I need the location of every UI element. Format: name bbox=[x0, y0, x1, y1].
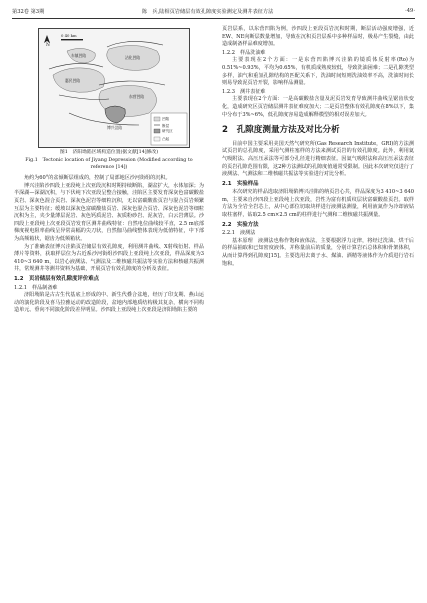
right-paragraph-1: 页岩层系，以东营凹陷为例，沙四段上亚段页岩沉积时期，断层活动强度增强，近EW、NE向断层数量增加，导致在沉积页岩层系中多种样品时，极易产生裂缝，由此造成制备样品难度增加。 bbox=[222, 26, 414, 48]
legend-depression: 凹陷 bbox=[162, 117, 170, 121]
section-1-2-heading: 1.2 页岩储层有效孔隙度评价难点 bbox=[14, 275, 100, 282]
boxing-label: 博兴洼陷 bbox=[107, 125, 123, 130]
running-title: 陈 兵,陆相页岩储层有效孔隙度实验测定及测井表征方法 bbox=[142, 9, 274, 15]
page-number: ·49· bbox=[405, 8, 415, 14]
huimin-label: 惠民凹陷 bbox=[65, 78, 81, 83]
figure-caption-en: Fig.1 Tectonic location of Jiyang Depression (Modified according to reference [14]) bbox=[25, 158, 193, 170]
right-paragraph-5: 本次研究的样品选取济阳坳陷博兴洼陷的纳页岩心共，样品深度为3 410~3 640 m，主要来自沙四段上亚段纯上次亚段，岩性为富有机质纹层状富碳酸盐页岩。取样方法为全岩全岩芯上，从中心部位切取块样进行液测法测量，利用液氮作为冷却液钻取柱塞样，钻取2.5 cm×2.5 cm的柱样进行气测和二维核磁共振测量。 bbox=[222, 189, 414, 219]
left-paragraph-2: 博兴洼陷沙四段上亚段纯上次亚段沉积时期持续断陷，湖盆扩大，水体加深；为半深湖—深湖沉积，与下伏纯下次亚段呈整合接触，洼陷区主要发育深灰色富碳酸盐页岩、深灰色混合页岩、深灰色泥岩等细粒沉积，无以富碳酸盐页岩与混合页岩频繁互层为主要特征；缓坡以深灰色富碳酸盐页岩、深灰色混合页岩、深灰色泥岩等细粒沉积为主，夹少量薄层泥岩、灰色钙质泥岩、灰质粉砂岩、泥灰岩，白云岩薄层。沙四段上亚段纯上次亚段页岩发育区测井曲线特征：自然电位曲线较平直，2.5 m底部梯度视电阻率曲线呈异常高幅的尖刀状，自然伽马曲线整体表现为低值特征，中下部为高频箱状，锯齿为低频箱状。 bbox=[14, 182, 204, 242]
right-paragraph-3: 主要表现在2个方面：一是高碳酸盐含量及泥页岩发育导致测井曲线呈锯齿状变化，造成研究区页岩储层测井表征难度加大；二是页岩整体有效孔隙度在8%以下，集中分布于3%~6%，低孔隙度容易造成解释模型的相对误差加大。 bbox=[222, 96, 414, 118]
figure-1-map bbox=[38, 28, 190, 148]
right-column bbox=[222, 26, 414, 268]
section-2-2-heading: 2.2 实验方法 bbox=[222, 221, 259, 228]
section-2-2-1-heading: 2.2.1 液测法 bbox=[222, 230, 256, 237]
zhanhua-label: 沾化凹陷 bbox=[125, 55, 141, 60]
left-paragraph-3: 为了准确表征博兴洼陷页岩储层有效孔隙度，利用测井曲线、X射线衍射、样品薄片等资料，获取样层位为古近系沙河街组沙四段上亚段纯上次亚段，样品深度为3 410~3 640 m，以岩心液测法、气测法及二维核磁共振法等实验方法和核磁共振测井，常规测井等测井资料为基础，开展页岩有效孔隙度的分析及表征。 bbox=[14, 243, 204, 273]
legend-study: 研究区 bbox=[162, 129, 173, 133]
chezhen-label: 车镇凹陷 bbox=[71, 53, 87, 58]
left-paragraph-4: 济阳坳陷是古古生代基底上形成的中、新生代叠合盆地，经历了印支期、燕山运动的演化阶段及喜马拉雅运动的改造阶段，盆地内部地质结构极其复杂，横向不同构造单元、垂向不同演化阶段差异明显。沙四段上亚段纯上次亚段是济阳坳陷主要的 bbox=[14, 292, 204, 314]
section-2-heading: 2 孔隙度测量方法及对比分析 bbox=[222, 125, 340, 136]
right-paragraph-6: 基本原理 液测法也称作饱和液体法，主要根据浮力定律，将经过洗油、烘干后的样品抽取和已知密度液体，并称量前后的质量，分别计算岩石总体积和骨架体积，从而计算得到孔隙度[15]。主要选用去离子水、煤油、酒精等液体作为介质进行岩石饱和。 bbox=[222, 237, 414, 267]
left-paragraph-1: 角约为60°的盆倾断层组成的，控制了局部地区沙河街组的沉积。 bbox=[24, 175, 171, 182]
dongying-label: 东营凹陷 bbox=[129, 94, 145, 99]
legend-uplift: 凸起 bbox=[162, 137, 170, 141]
section-1-2-1-heading: 1.2.1 样品制备难 bbox=[14, 284, 58, 291]
section-1-2-3-heading: 1.2.3 测井表征难 bbox=[222, 88, 266, 95]
right-paragraph-2: 主要表现在2个方面：一是东营凹陷博兴洼陷的镜质体反射率(Ro)为0.51%~0.93%，平均为0.65%，有机质成熟度较低，导致洗油困难；二是孔隙类型多样，油气和重氢孔隙结构的匹配关系下，洗油时间短则洗油效率不高，洗油时间长则易导致泥页岩开裂，影响样品测量。 bbox=[222, 57, 414, 87]
section-2-1-heading: 2.1 实验样品 bbox=[222, 180, 259, 187]
right-paragraph-4: 目前中国主要采用美国天然气研究所(Gas Research Institute，GRI)的方法测试页岩的总孔隙度，采用气测柱塞样的方法来测试页岩的有效孔隙度。此外，利用氦气吸附法、高压压汞法等可部分孔径进行精细表征。因氦气吸附法和高压压汞法表征的页岩孔隙范围有限，这2种方法测试的孔隙度值通常受限制。因此本次研究仅进行了液测法、气测法和二维核磁共振法等实验进行对比分析。 bbox=[222, 140, 414, 178]
figure-caption-cn: 图1 济阳坳陷区域构造位置(据文献[14]修改) bbox=[59, 150, 159, 155]
north-label: N bbox=[46, 43, 50, 48]
legend-fault: 断层 bbox=[162, 124, 170, 128]
left-column bbox=[14, 26, 204, 315]
journal-volume: 第32卷 第3期 bbox=[12, 9, 45, 15]
section-1-2-2-heading: 1.2.2 样品洗油难 bbox=[222, 49, 266, 56]
scale-label: 0 40 km bbox=[61, 33, 77, 38]
running-header bbox=[12, 6, 415, 19]
